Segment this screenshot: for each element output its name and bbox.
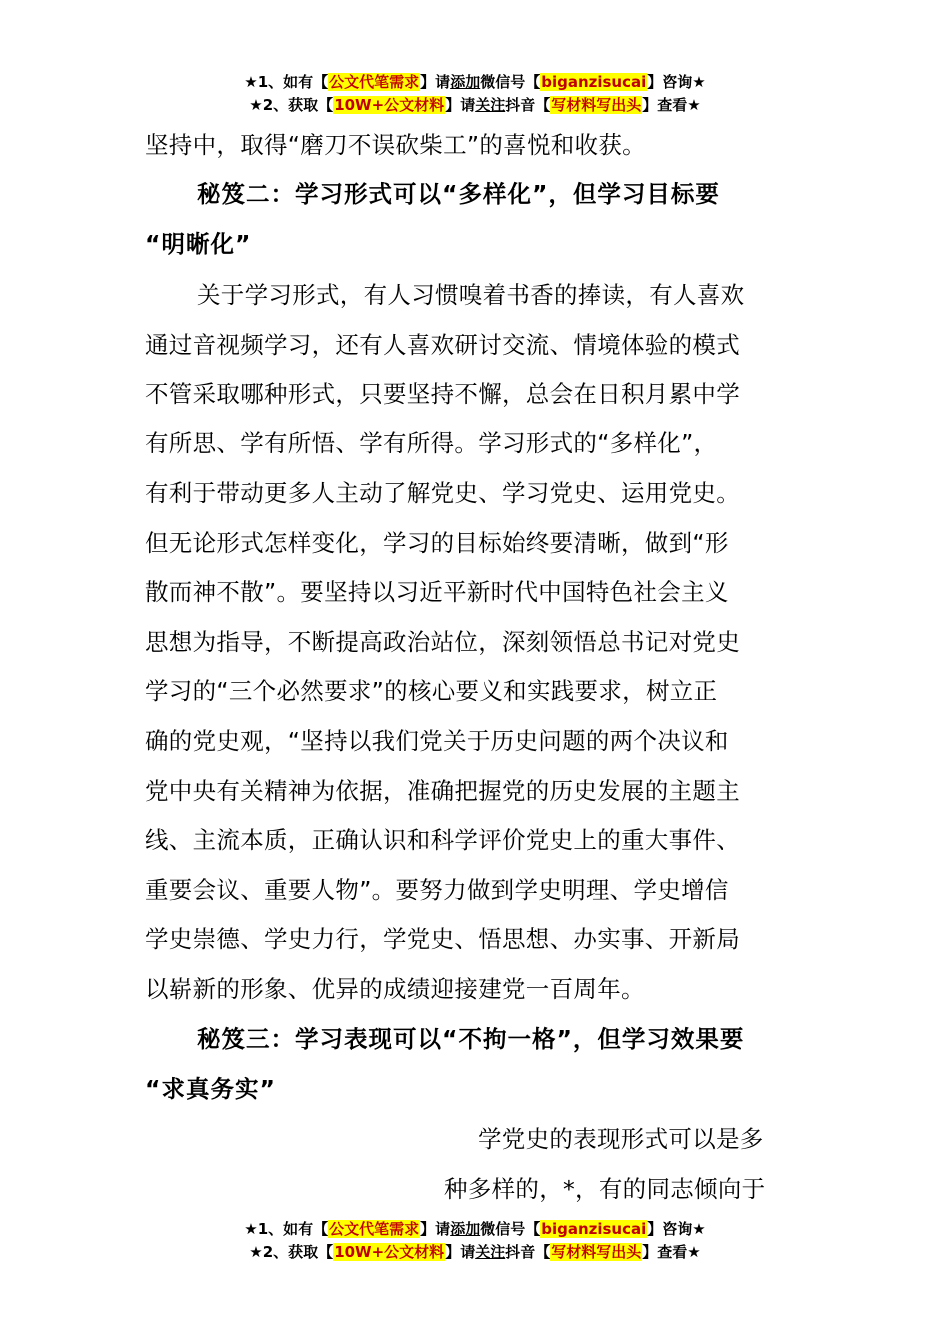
paragraph-line: 重要会议、重要人物”。要努力做到学史明理、学史增信 [145,876,729,904]
banner-line-2 [0,94,950,117]
banner-line-1 [0,1218,950,1241]
section-heading-2: 秘笈二：学习形式可以“多样化”，但学习目标要 [197,180,720,208]
paragraph-line: 以崭新的形象、优异的成绩迎接建党一百周年。 [145,975,645,1003]
paragraph-line: 不管采取哪种形式，只要坚持不懈，总会在日积月累中学 [145,380,740,408]
banner-text: ★1、如有【 [244,73,329,91]
highlight-service: 公文代笔需求 [329,73,420,91]
banner-text: 微信号【 [480,73,541,91]
paragraph-line: 线、主流本质，正确认识和科学评价党史上的重大事件、 [145,826,740,854]
paragraph-line: 但无论形式怎样变化，学习的目标始终要清晰，做到“形 [145,529,729,557]
paragraph-line: 关于学习形式，有人习惯嗅着书香的捧读，有人喜欢 [197,281,745,309]
highlight-service: 公文代笔需求 [329,1220,420,1238]
banner-text: 】请 [445,1243,476,1261]
banner-line-2 [0,1241,950,1264]
highlight-douyin-id: 写材料写出头 [551,1243,642,1261]
banner-underlined-text: 添加 [450,1220,481,1238]
section-heading-2-cont: “明晰化” [145,230,252,258]
footer-banner [0,1218,950,1264]
paragraph-line: 有所思、学有所悟、学有所得。学习形式的“多样化”， [145,429,718,457]
highlight-wechat-id: biganzisucai [541,1220,647,1238]
banner-underlined-text: 关注 [475,96,506,114]
highlight-douyin-id: 写材料写出头 [551,96,642,114]
banner-text: ★2、获取【 [249,1243,334,1261]
paragraph-line: 坚持中，取得“磨刀不误砍柴工”的喜悦和收获。 [145,131,646,159]
banner-text: 】查看★ [642,1243,701,1261]
banner-text: 】咨询★ [647,1220,706,1238]
banner-underlined-text: 添加 [450,73,481,91]
banner-text: 】请 [445,96,476,114]
banner-text: ★1、如有【 [244,1220,329,1238]
banner-text: ★2、获取【 [249,96,334,114]
highlight-materials: 10W+公文材料 [334,96,445,114]
paragraph-line: 通过音视频学习，还有人喜欢研讨交流、情境体验的模式 [145,331,740,359]
highlight-materials: 10W+公文材料 [334,1243,445,1261]
banner-text: 抖音【 [505,96,551,114]
paragraph-line: 思想为指导，不断提高政治站位，深刻领悟总书记对党史 [145,628,740,656]
paragraph-line: 散而神不散”。要坚持以习近平新时代中国特色社会主义 [145,578,729,606]
header-banner [0,71,950,117]
paragraph-line: 学党史的表现形式可以是多 [478,1125,764,1153]
banner-text: 抖音【 [505,1243,551,1261]
section-heading-3-cont: “求真务实” [145,1075,276,1103]
banner-underlined-text: 关注 [475,1243,506,1261]
paragraph-line: 确的党史观，“坚持以我们党关于历史问题的两个决议和 [145,727,729,755]
paragraph-line: 学史崇德、学史力行，学党史、悟思想、办实事、开新局 [145,925,740,953]
banner-text: 微信号【 [480,1220,541,1238]
paragraph-line: 学习的“三个必然要求”的核心要义和实践要求，树立正 [145,677,718,705]
banner-line-1 [0,71,950,94]
banner-text: 】咨询★ [647,73,706,91]
paragraph-line: 党中央有关精神为依据，准确把握党的历史发展的主题主 [145,777,740,805]
banner-text: 】请 [420,73,451,91]
banner-text: 】查看★ [642,96,701,114]
section-heading-3: 秘笈三：学习表现可以“不拘一格”，但学习效果要 [197,1025,745,1053]
paragraph-line: 种多样的，*，有的同志倾向于 [444,1175,766,1203]
banner-text: 】请 [420,1220,451,1238]
paragraph-line: 有利于带动更多人主动了解党史、学习党史、运用党史。 [145,479,740,507]
highlight-wechat-id: biganzisucai [541,73,647,91]
